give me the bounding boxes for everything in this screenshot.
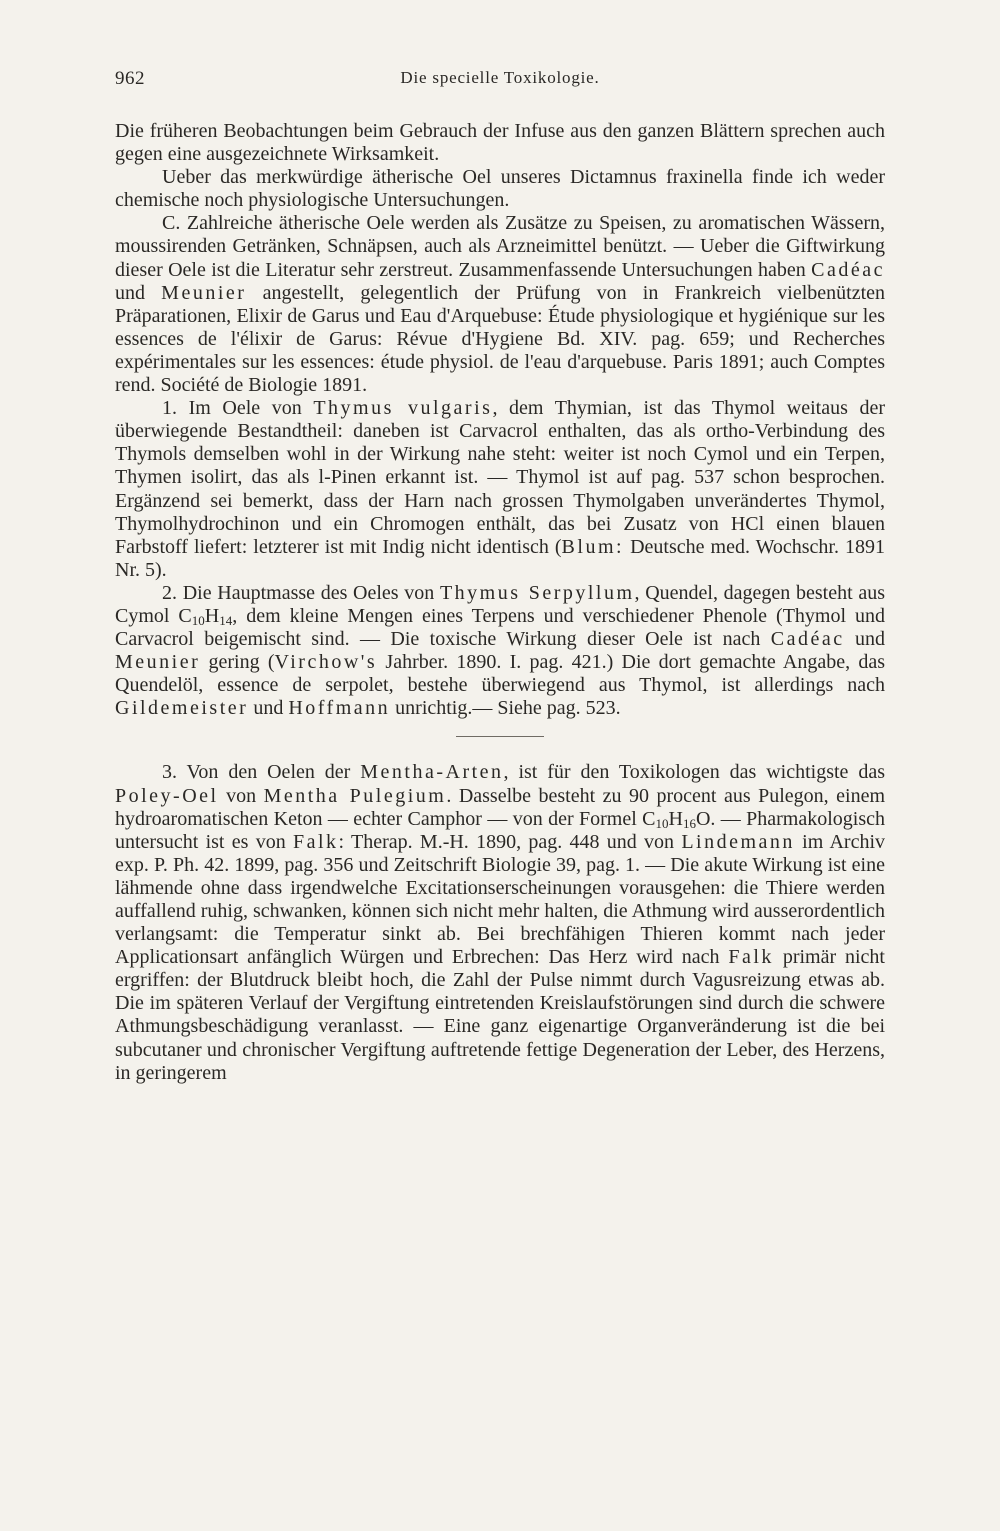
section-divider: [456, 736, 544, 737]
paragraph: 3. Von den Oelen der Mentha-Arten, ist für den Toxikologen das wichtigste das Poley-Oel von Mentha Pulegium. Dasselbe besteht zu 90 procent aus Pulegon, einem hydroaromatischen Keton — echter Camphor — von der Formel $C_{10}H_{16}O$. — Pharmakologisch untersucht ist es von Falk: Therap. M.-H. 1890, pag. 448 und von Lindemann im Archiv exp. P. Ph. 42. 1899, pag. 356 und Zeitschrift Biologie 39, pag. 1. — Die akute Wirkung ist eine lähmende ohne dass irgendwelche Excitationserscheinungen vorausgehen: die Thiere werden auffallend ruhig, schwanken, können sich nicht mehr halten, die Athmung wird ausserordentlich verlangsamt: die Temperatur sinkt ab. Bei brechfähigen Thieren kommt nach jeder Applicationsart anfänglich Würgen und Erbrechen: Das Herz wird nach Falk primär nicht ergriffen: der Blutdruck bleibt hoch, die Zahl der Pulse nimmt durch Vagusreizung etwas ab. Die im späteren Verlauf der Vergiftung eintretenden Kreislaufstörungen sind durch die schwere Athmungsbeschädigung veranlasst. — Eine ganz eigenartige Organveränderung ist die bei subcutaner und chronischer Vergiftung auftretende fettige Degeneration der Leber, des Herzens, in geringerem: [115, 761, 886, 1084]
spaced-name: Poley-Oel: [115, 784, 219, 807]
spaced-name: Blum:: [561, 535, 625, 558]
spaced-name: Meunier: [115, 651, 201, 674]
page-header: [115, 68, 885, 96]
paragraph: 1. Im Oele von Thymus vulgaris, dem Thymian, ist das Thymol weitaus der überwiegende Bestandtheil: daneben ist Carvacrol enthalten, das als ortho-Verbindung des Thymols demselben wohl in der Wirkung nahe steht: weiter ist noch Cymol und ein Terpen, Thymen isolirt, das als l-Pinen erkannt ist. — Thymol ist auf pag. 537 schon besprochen. Ergänzend sei bemerkt, dass der Harn nach grossen Thymolgaben unverändertes Thymol, Thymolhydrochinon und ein Chromogen enthält, das bei Zusatz von HCl einen blauen Farbstoff liefert: letzterer ist mit Indig nicht identisch (Blum: Deutsche med. Wochschr. 1891 Nr. 5).: [115, 397, 886, 581]
spaced-name: Mentha Pulegium: [263, 784, 447, 807]
spaced-name: Virchow's: [274, 651, 378, 674]
page-number: 962: [115, 68, 145, 89]
spaced-name: Falk: [728, 946, 774, 969]
spaced-name: Mentha-Arten: [360, 761, 504, 784]
spaced-name: Falk: [292, 830, 339, 853]
spaced-name: Meunier: [161, 281, 247, 304]
body-text: [115, 120, 885, 1085]
paragraph: 2. Die Hauptmasse des Oeles von Thymus Serpyllum, Quendel, dagegen besteht aus Cymol $C_{10}H_{14}$, dem kleine Mengen eines Terpens und verschiedener Phenole (Thymol und Carvacrol beigemischt sind. — Die toxische Wirkung dieser Oele ist nach Cadéac und Meunier gering (Virchow's Jahrber. 1890. I. pag. 421.) Die dort gemachte Angabe, das Quendelöl, essence de serpolet, bestehe überwiegend aus Thymol, ist allerdings nach Gildemeister und Hoffmann unrichtig.— Siehe pag. 523.: [115, 581, 885, 720]
spaced-name: Cadéac: [770, 628, 845, 651]
running-title: Die specielle Toxikologie.: [400, 68, 600, 87]
spaced-name: Hoffmann: [288, 697, 391, 720]
spaced-name: Gildemeister: [115, 697, 249, 720]
spaced-name: Lindemann: [681, 830, 795, 853]
paragraph: C. Zahlreiche ätherische Oele werden als Zusätze zu Speisen, zu aromatischen Wässern, moussirenden Getränken, Schnäpsen, auch als Arzneimittel benützt. — Ueber die Giftwirkung dieser Oele ist die Literatur sehr zerstreut. Zusammenfassende Untersuchungen haben Cadéac und Meunier angestellt, gelegentlich der Prüfung von in Frankreich vielbenützten Präparationen, Elixir de Garus und Eau d'Arquebuse: Étude physiologique et hygiénique sur les essences de l'élixir de Garus: Révue d'Hygiene Bd. XIV. pag. 659; und Recherches expérimentales sur les essences: étude physiol. de l'eau d'arquebuse. Paris 1891; auch Comptes rend. Société de Biologie 1891.: [115, 212, 886, 397]
spaced-name: Thymus Serpyllum: [439, 581, 635, 604]
paragraph: Ueber das merkwürdige ätherische Oel unseres Dictamnus fraxinella finde ich weder chemische noch physiologische Untersuchungen.: [115, 166, 885, 212]
spaced-name: Cadéac: [811, 258, 885, 281]
paragraph: Die früheren Beobachtungen beim Gebrauch der Infuse aus den ganzen Blättern sprechen auch gegen eine ausgezeichnete Wirksamkeit.: [115, 120, 885, 166]
spaced-name: Thymus vulgaris: [313, 397, 493, 420]
